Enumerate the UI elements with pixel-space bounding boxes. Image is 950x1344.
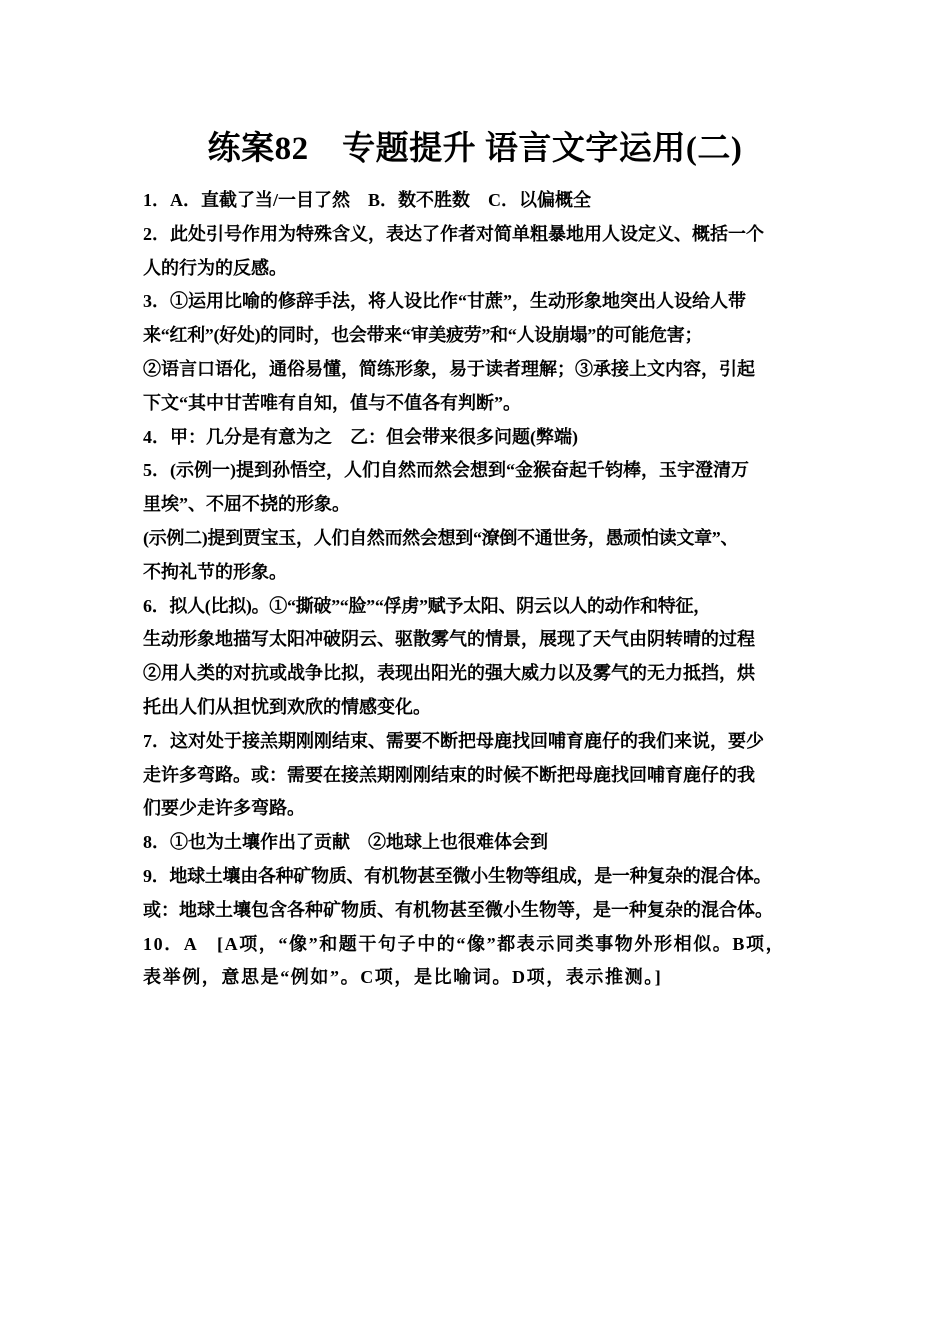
answer-6-line-2: 生动形象地描写太阳冲破阴云、驱散雾气的情景，展现了天气由阴转晴的过程 [143,629,755,650]
answer-5-line-3: (示例二)提到贾宝玉，人们自然而然会想到“潦倒不通世务，愚顽怕读文章”、 [143,527,739,548]
answer-5-line-2: 里埃”、不屈不挠的形象。 [143,494,350,515]
answer-5-line-1: 5．(示例一)提到孙悟空，人们自然而然会想到“金猴奋起千钧棒，玉宇澄清万 [143,460,749,481]
answer-2-line-2: 人的行为的反感。 [143,257,287,278]
answer-8-line-1: 8．①也为土壤作出了贡献 ②地球上也很难体会到 [143,832,548,853]
answer-9-line-2: 或：地球土壤包含各种矿物质、有机物甚至微小生物等，是一种复杂的混合体。 [143,899,773,920]
answer-6-line-3: ②用人类的对抗或战争比拟，表现出阳光的强大威力以及雾气的无力抵挡，烘 [143,663,755,684]
answer-3-line-2: 来“红利”(好处)的同时，也会带来“审美疲劳”和“人设崩塌”的可能危害； [143,325,703,346]
answer-6-line-1: 6．拟人(比拟)。①“撕破”“脸”“俘虏”赋予太阳、阴云以人的动作和特征， [143,595,711,616]
answer-4-line-1: 4．甲：几分是有意为之 乙：但会带来很多问题(弊端) [143,426,578,447]
answer-6-line-4: 托出人们从担忧到欢欣的情感变化。 [143,696,431,717]
answer-9-line-1: 9．地球土壤由各种矿物质、有机物甚至微小生物等组成，是一种复杂的混合体。 [143,865,772,886]
answer-10-line-1: 10．A [A项，“像”和题干句子中的“像”都表示同类事物外形相似。B项， [143,933,786,954]
answer-3-line-1: 3．①运用比喻的修辞手法，将人设比作“甘蔗”，生动形象地突出人设给人带 [143,291,746,312]
answer-10-line-2: 表举例，意思是“例如”。C项，是比喻词。D项，表示推测。] [143,967,663,988]
answer-3-line-4: 下文“其中甘苦唯有自知，值与不值各有判断”。 [143,392,521,413]
answer-list [143,184,823,995]
answer-7-line-1: 7．这对处于接羔期刚刚结束、需要不断把母鹿找回哺育鹿仔的我们来说，要少 [143,730,764,751]
answer-5-line-4: 不拘礼节的形象。 [143,561,287,582]
answer-7-line-2: 走许多弯路。或：需要在接羔期刚刚结束的时候不断把母鹿找回哺育鹿仔的我 [143,764,755,785]
answer-1-line-1: 1．A．直截了当/一目了然 B．数不胜数 C．以偏概全 [143,190,592,210]
answer-2-line-1: 2．此处引号作用为特殊含义，表达了作者对简单粗暴地用人设定义、概括一个 [143,223,764,244]
page-title: 练案82 专题提升 语言文字运用(二) [207,131,743,167]
answer-3-line-3: ②语言口语化，通俗易懂，简练形象，易于读者理解；③承接上文内容，引起 [143,358,755,379]
answer-7-line-3: 们要少走许多弯路。 [143,798,305,819]
